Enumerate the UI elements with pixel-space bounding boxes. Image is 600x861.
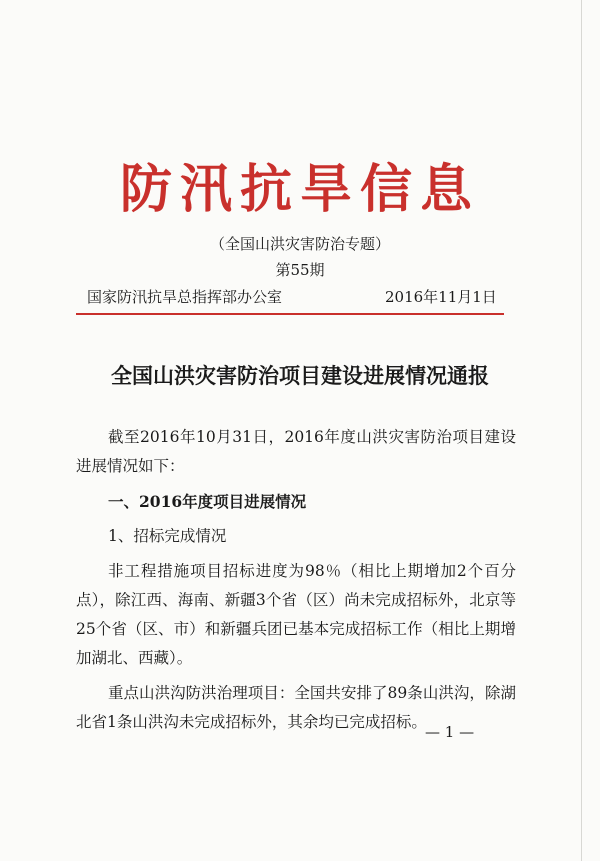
issue-number: 第55期	[275, 261, 325, 279]
page-number: — 1 —	[425, 723, 475, 741]
header-divider	[76, 313, 504, 315]
document-title: 全国山洪灾害防治项目建设进展情况通报	[111, 363, 489, 388]
section-heading: 一、2016年度项目进展情况	[108, 492, 307, 511]
publisher-name: 国家防汛抗旱总指挥部办公室	[87, 288, 283, 306]
document-body	[76, 423, 516, 737]
subsection-heading: 1、招标完成情况	[108, 527, 227, 545]
masthead-subtitle: （全国山洪灾害防治专题）	[209, 235, 390, 253]
paragraph-key-gullies: 重点山洪沟防洪治理项目：全国共安排了89条山洪沟，除湖北省1条山洪沟未完成招标外，其余均已完成招标。	[76, 684, 516, 731]
scan-edge-line	[581, 0, 582, 861]
publication-date: 2016年11月1日	[385, 288, 497, 306]
paragraph-non-engineering: 非工程措施项目招标进度为98％（相比上期增加2个百分点），除江西、海南、新疆3个省（区）尚未完成招标外，北京等25个省（区、市）和新疆兵团已基本完成招标工作（相比上期增加湖北、西藏）。	[76, 562, 516, 667]
masthead-title: 防汛抗旱信息	[119, 159, 480, 220]
paragraph-intro: 截至2016年10月31日，2016年度山洪灾害防治项目建设进展情况如下：	[76, 428, 516, 475]
